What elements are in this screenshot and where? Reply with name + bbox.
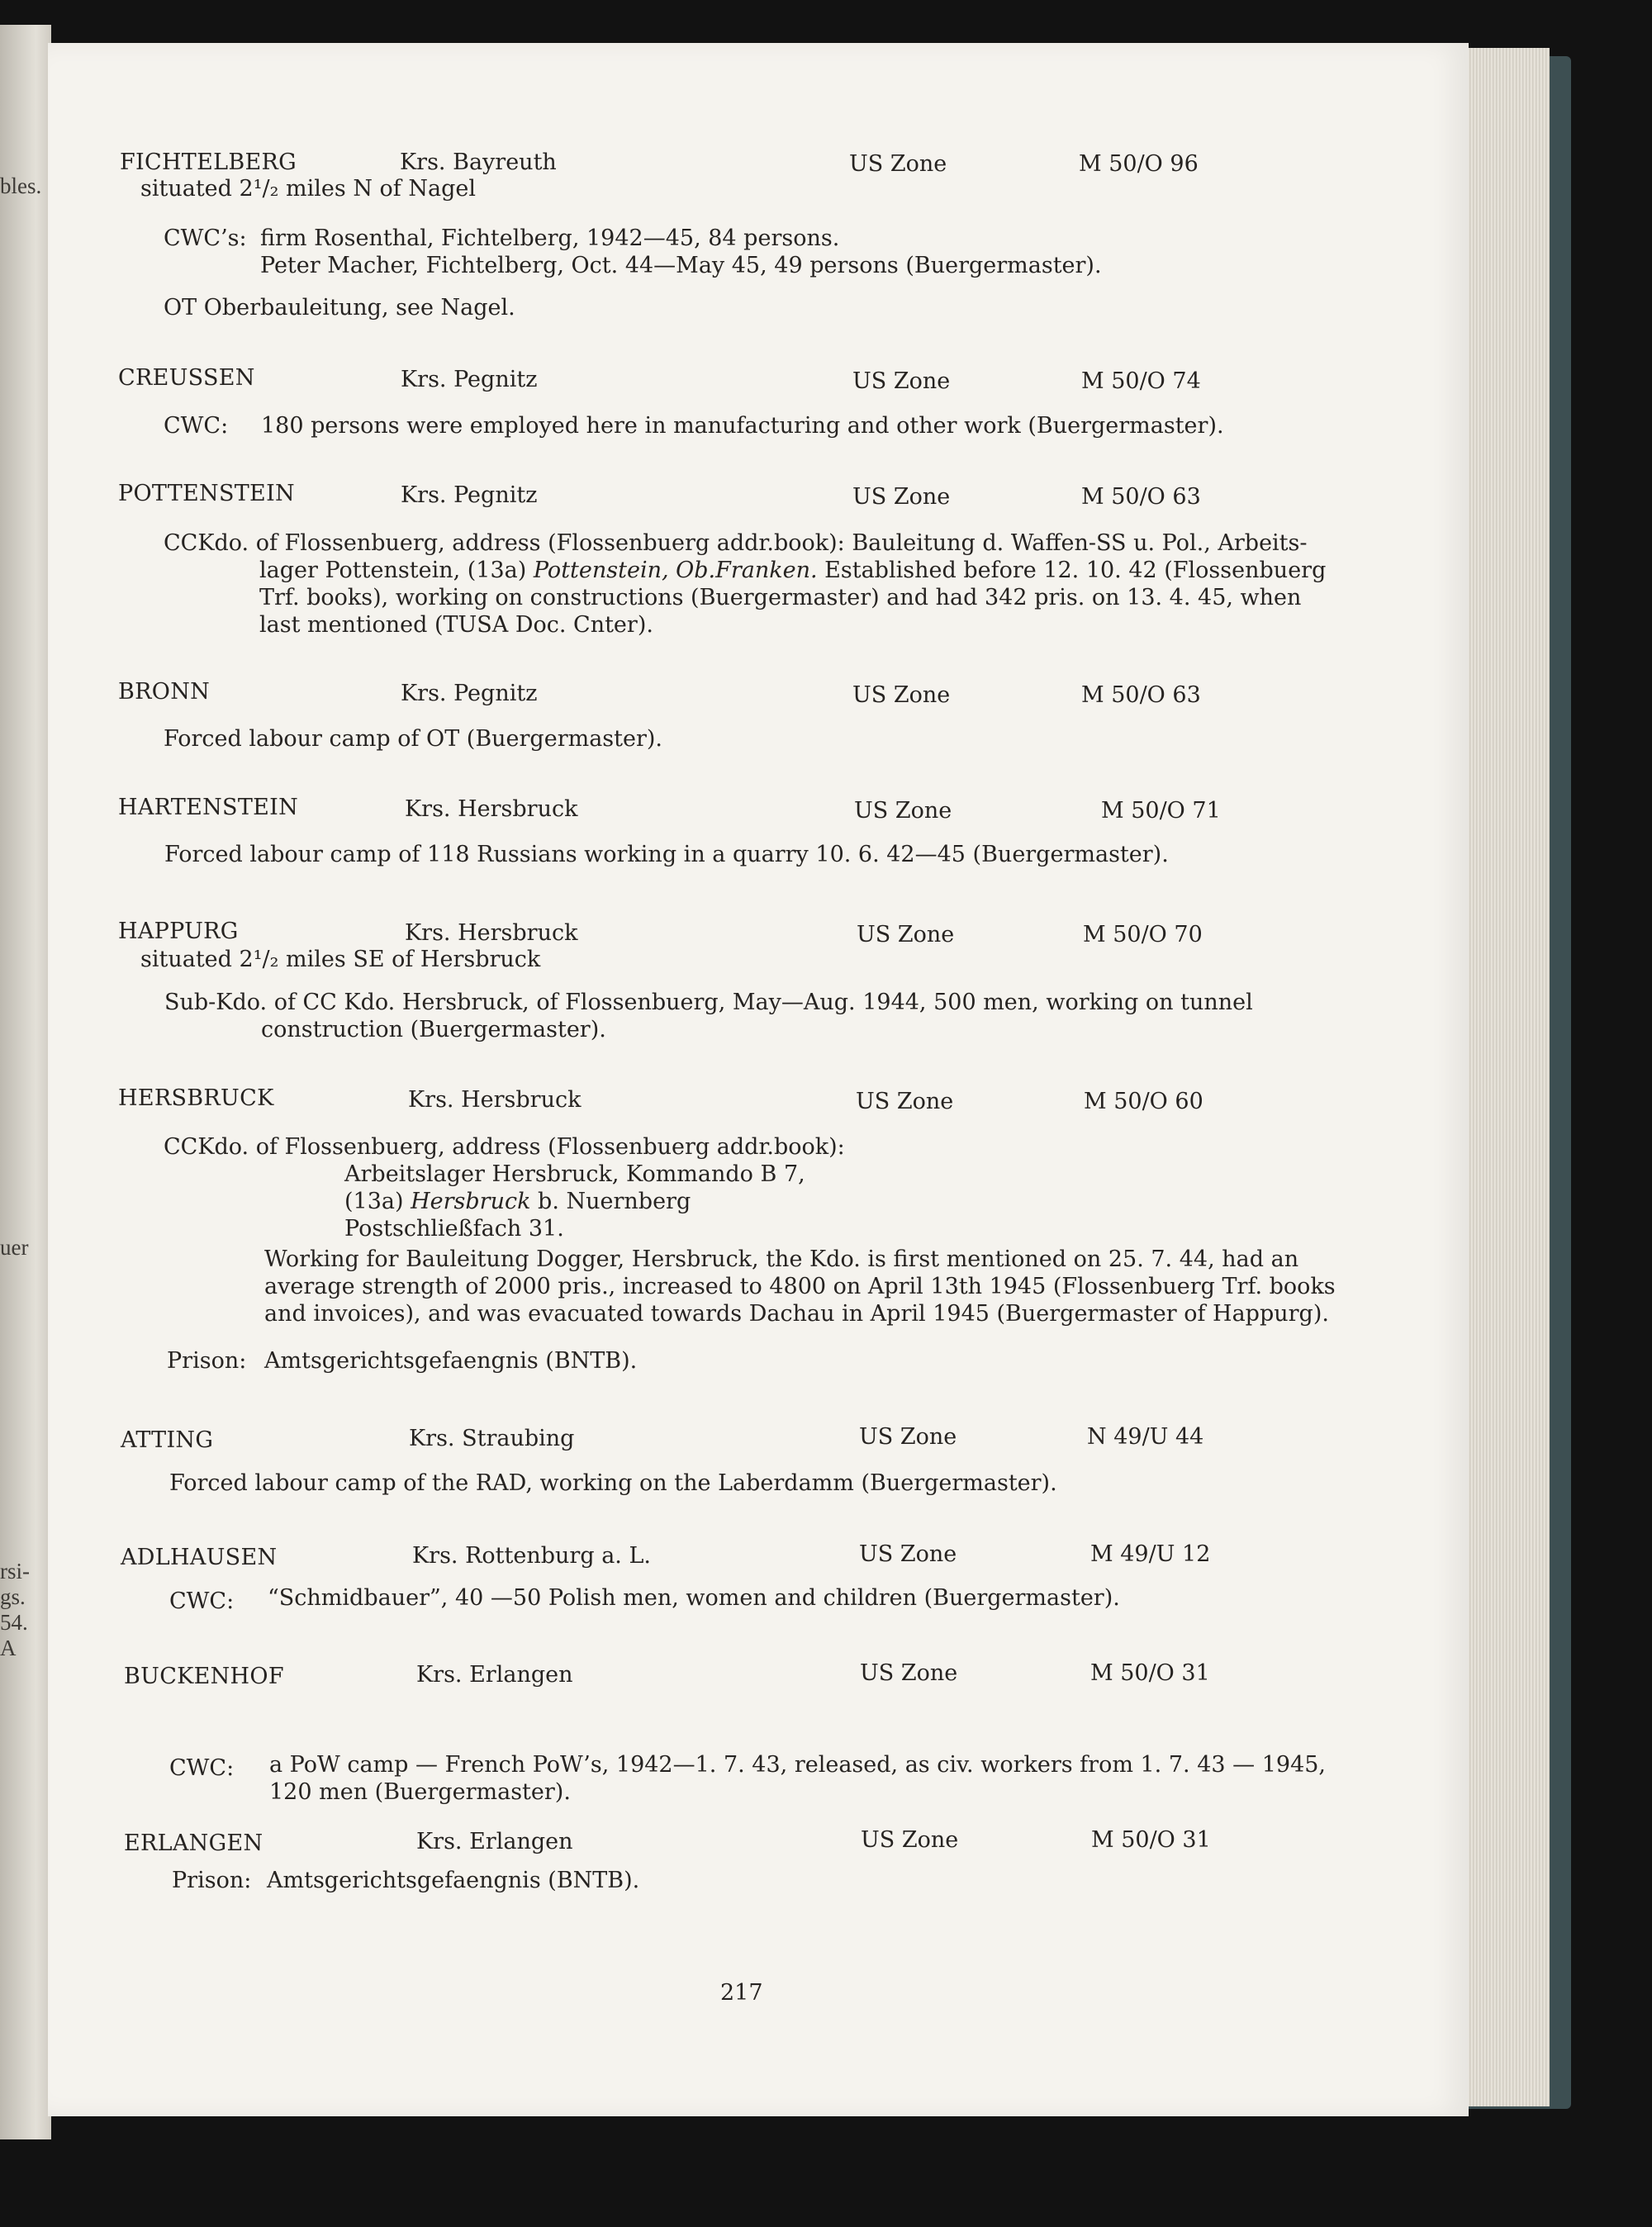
map-reference: M 50/O 60: [1084, 1089, 1203, 1114]
zone: US Zone: [852, 484, 951, 510]
address-line: Arbeitslager Hersbruck, Kommando B 7,: [344, 1161, 805, 1187]
body-line: “Schmidbauer”, 40 —50 Polish men, women and children (Buergermaster).: [268, 1585, 1120, 1611]
situated-line: situated 2¹/₂ miles N of Nagel: [140, 176, 476, 202]
kreis: Krs. Hersbruck: [405, 796, 578, 822]
kreis: Krs. Pegnitz: [401, 681, 538, 706]
body-line: and invoices), and was evacuated towards Dachau in April 1945 (Buergermaster of Happurg).: [264, 1301, 1329, 1327]
place-name: HAPPURG: [118, 919, 239, 944]
body-line: CCKdo. of Flossenbuerg, address (Flossenbuerg addr.book): Bauleitung d. Waffen-SS u. Pol., Arbeits-: [164, 530, 1308, 556]
page-number: 217: [720, 1980, 763, 2006]
map-reference: M 50/O 74: [1081, 368, 1201, 394]
kreis: Krs. Bayreuth: [400, 150, 557, 175]
cwc-label: CWC’s:: [164, 226, 247, 251]
zone: US Zone: [861, 1827, 959, 1853]
map-reference: M 50/O 31: [1091, 1827, 1211, 1853]
body-line: Amtsgerichtsgefaengnis (BNTB).: [264, 1348, 638, 1374]
kreis: Krs. Pegnitz: [401, 367, 538, 392]
body-line: 180 persons were employed here in manufacturing and other work (Buergermaster).: [261, 413, 1224, 439]
zone: US Zone: [860, 1660, 958, 1686]
body-line: average strength of 2000 pris., increased to 4800 on April 13th 1945 (Flossenbuerg Trf. books: [264, 1274, 1336, 1299]
zone: US Zone: [857, 922, 955, 947]
body-line: Working for Bauleitung Dogger, Hersbruck, the Kdo. is first mentioned on 25. 7. 44, had an: [264, 1246, 1299, 1272]
zone: US Zone: [852, 682, 951, 708]
edge-fragment: 54.: [0, 1610, 28, 1635]
body-line: OT Oberbauleitung, see Nagel.: [164, 295, 515, 321]
place-name: BRONN: [118, 679, 211, 705]
body-line: a PoW camp — French PoW’s, 1942—1. 7. 43, released, as civ. workers from 1. 7. 43 — 1945,: [269, 1752, 1327, 1778]
zone: US Zone: [859, 1424, 957, 1450]
body-line: firm Rosenthal, Fichtelberg, 1942—45, 84 persons.: [260, 226, 840, 251]
place-name: ERLANGEN: [124, 1831, 263, 1856]
prison-label: Prison:: [167, 1348, 247, 1374]
map-reference: M 50/O 70: [1083, 922, 1203, 947]
page-content: [48, 43, 1469, 2116]
body-line: Forced labour camp of the RAD, working on the Laberdamm (Buergermaster).: [169, 1470, 1057, 1496]
place-name: ATTING: [121, 1427, 214, 1453]
place-name: HERSBRUCK: [118, 1085, 274, 1111]
body-line: Forced labour camp of 118 Russians working in a quarry 10. 6. 42—45 (Buergermaster).: [164, 842, 1169, 867]
zone: US Zone: [854, 798, 952, 824]
map-reference: M 50/O 96: [1079, 151, 1199, 177]
body-line: 120 men (Buergermaster).: [269, 1779, 571, 1805]
place-name: POTTENSTEIN: [118, 481, 295, 506]
zone: US Zone: [849, 151, 947, 177]
edge-fragment: gs.: [0, 1584, 26, 1609]
map-reference: M 50/O 31: [1090, 1660, 1210, 1686]
document-page: [48, 43, 1469, 2116]
edge-fragment: bles.: [0, 173, 42, 198]
place-name: HARTENSTEIN: [118, 795, 299, 820]
kreis: Krs. Erlangen: [416, 1662, 573, 1688]
map-reference: M 49/U 12: [1090, 1541, 1211, 1567]
edge-fragment: A: [0, 1636, 17, 1660]
kreis: Krs. Hersbruck: [408, 1087, 582, 1113]
kreis: Krs. Hersbruck: [405, 920, 578, 946]
map-reference: M 50/O 63: [1081, 682, 1201, 708]
address-line: (13a) Hersbruck b. Nuernberg: [344, 1189, 691, 1214]
left-page-edge: [0, 25, 51, 2139]
body-line: Peter Macher, Fichtelberg, Oct. 44—May 45, 49 persons (Buergermaster).: [260, 253, 1102, 278]
place-name: CREUSSEN: [118, 365, 255, 391]
address-line: Postschließfach 31.: [344, 1216, 564, 1242]
prison-label: Prison:: [172, 1868, 252, 1893]
kreis: Krs. Erlangen: [416, 1829, 573, 1854]
zone: US Zone: [859, 1541, 957, 1567]
body-line: Sub-Kdo. of CC Kdo. Hersbruck, of Flossenbuerg, May—Aug. 1944, 500 men, working on tunnel: [164, 990, 1253, 1015]
place-name: FICHTELBERG: [120, 150, 297, 175]
map-reference: N 49/U 44: [1087, 1424, 1204, 1450]
map-reference: M 50/O 71: [1101, 798, 1221, 824]
body-line: CCKdo. of Flossenbuerg, address (Flossenbuerg addr.book):: [164, 1134, 845, 1160]
cwc-label: CWC:: [169, 1755, 235, 1781]
edge-fragment: rsi-: [0, 1559, 30, 1584]
kreis: Krs. Pegnitz: [401, 482, 538, 508]
zone: US Zone: [852, 368, 951, 394]
kreis: Krs. Rottenburg a. L.: [412, 1543, 651, 1569]
body-line: Amtsgerichtsgefaengnis (BNTB).: [267, 1868, 640, 1893]
cwc-label: CWC:: [164, 413, 229, 439]
body-line: Forced labour camp of OT (Buergermaster).: [164, 726, 663, 752]
body-line: lager Pottenstein, (13a) Pottenstein, Ob.Franken. Established before 12. 10. 42 (Flossenbuerg: [259, 558, 1327, 583]
body-line: last mentioned (TUSA Doc. Cnter).: [259, 612, 653, 638]
body-line: Trf. books), working on constructions (Buergermaster) and had 342 pris. on 13. 4. 45, when: [259, 585, 1302, 610]
cwc-label: CWC:: [169, 1588, 235, 1614]
place-name: ADLHAUSEN: [121, 1545, 278, 1570]
map-reference: M 50/O 63: [1081, 484, 1201, 510]
body-line: construction (Buergermaster).: [261, 1017, 606, 1042]
edge-fragment: uer: [0, 1235, 29, 1260]
situated-line: situated 2¹/₂ miles SE of Hersbruck: [140, 947, 541, 972]
kreis: Krs. Straubing: [409, 1426, 575, 1451]
place-name: BUCKENHOF: [124, 1664, 284, 1689]
zone: US Zone: [856, 1089, 954, 1114]
